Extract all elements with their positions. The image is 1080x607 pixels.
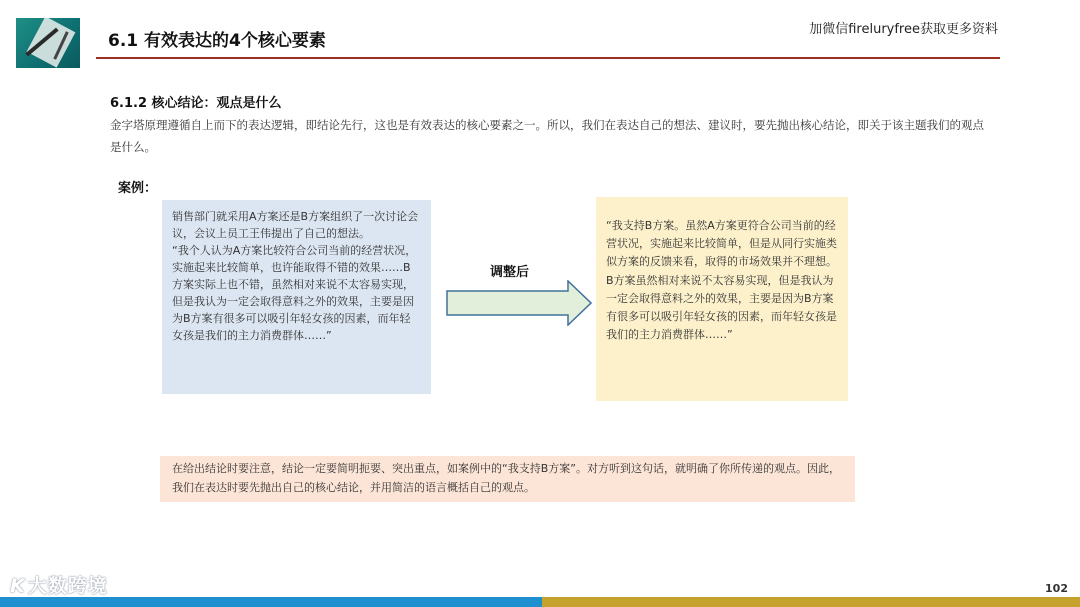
- case-after-box: [596, 197, 848, 401]
- case-before-box: [162, 200, 431, 394]
- brand-name: 大数跨境: [27, 575, 108, 597]
- watermark-text: 加微信fireluryfree获取更多资料: [809, 22, 998, 37]
- section-title: 6.1.2 核心结论：观点是什么: [110, 96, 282, 111]
- footer-bar-blue: [0, 597, 542, 607]
- header-logo-image: [16, 18, 80, 68]
- arrow-label: 调整后: [490, 265, 530, 280]
- footer-bar-gold: [542, 597, 1080, 607]
- intro-paragraph: 金字塔原理遵循自上而下的表达逻辑，即结论先行，这也是有效表达的核心要素之一。所以，我们在表达自己的想法、建议时，要先抛出核心结论，即关于该主题我们的观点是什么。: [110, 118, 984, 154]
- case-before-paragraph-2: “我个人认为A方案比较符合公司当前的经营状况，实施起来比较简单，也许能取得不错的效果……B方案实际上也不错，虽然相对来说不太容易实现，但是我认为一定会取得意料之外的效果，主要是因为B方案有很多可以吸引年轻女孩的因素，而年轻女孩是我们的主力消费群体……”: [172, 244, 417, 342]
- page-title: 6.1 有效表达的4个核心要素: [108, 31, 326, 51]
- title-divider: [96, 57, 1000, 59]
- case-label: 案例：: [118, 181, 158, 196]
- brand-mark-icon: K: [10, 575, 26, 597]
- page-number: 102: [1045, 582, 1068, 595]
- right-arrow-icon: [446, 280, 592, 326]
- brand-logo: [10, 571, 108, 598]
- case-before-paragraph-1: 销售部门就采用A方案还是B方案组织了一次讨论会议，会议上员工王伟提出了自己的想法。: [172, 210, 419, 240]
- summary-note: 在给出结论时要注意，结论一定要简明扼要、突出重点，如案例中的“我支持B方案”。对方听到这句话，就明确了你所传递的观点。因此，我们在表达时要先抛出自己的核心结论，并用简洁的语言概括自己的观点。: [160, 456, 855, 502]
- case-after-paragraph: “我支持B方案。虽然A方案更符合公司当前的经营状况，实施起来比较简单，但是从同行实施类似方案的反馈来看，取得的市场效果并不理想。B方案虽然相对来说不太容易实现，但是我认为一定会取得意料之外的效果，主要是因为B方案有很多可以吸引年轻女孩的因素，而年轻女孩是我们的主力消费群体……”: [606, 219, 837, 342]
